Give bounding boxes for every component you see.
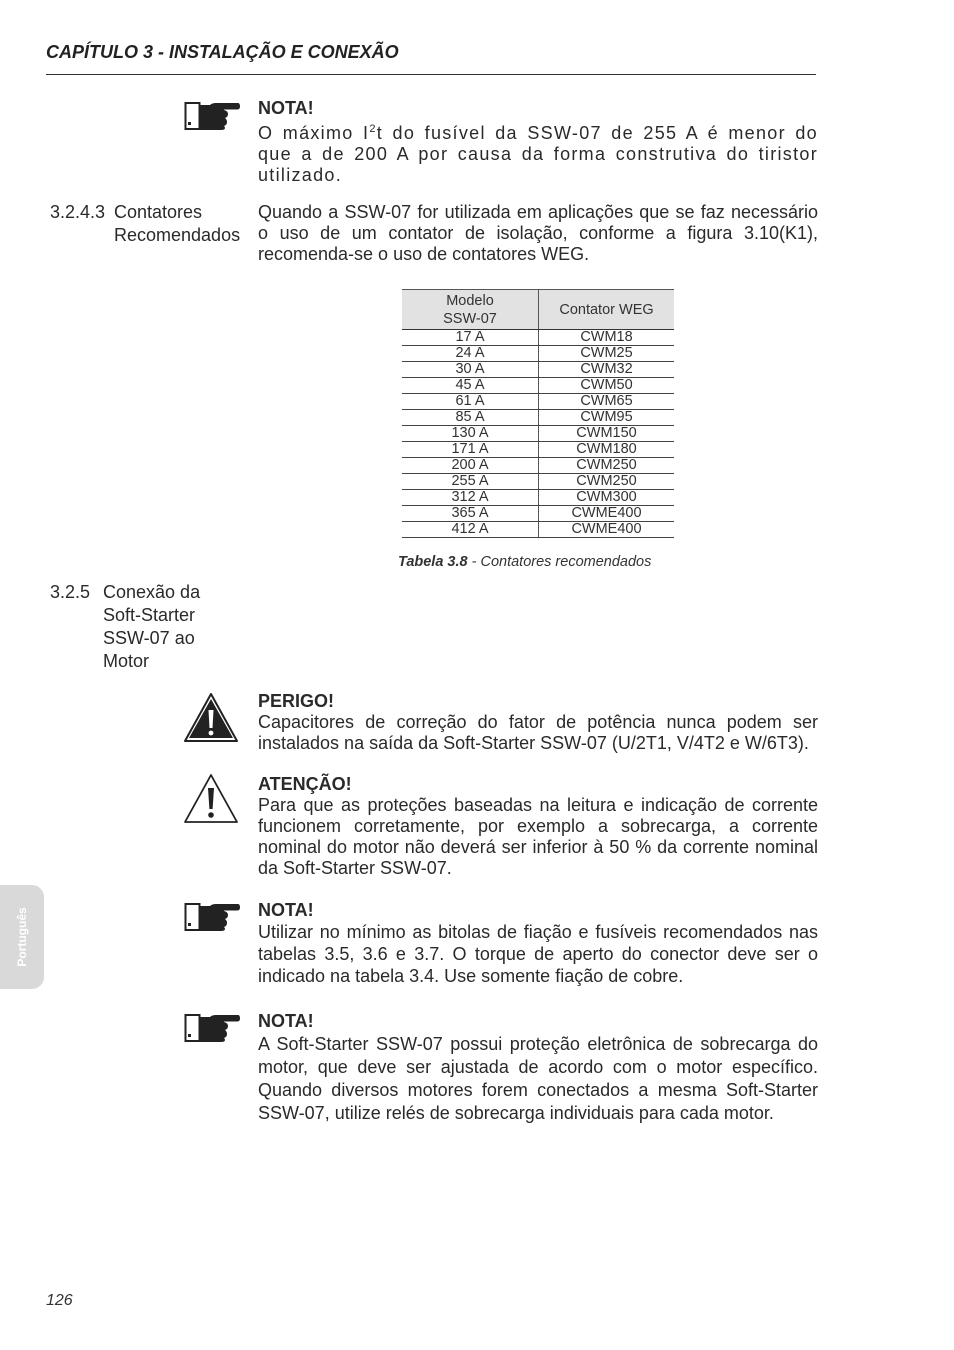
section-325-title-line-2: Soft-Starter — [103, 605, 196, 625]
language-side-tab — [0, 885, 44, 989]
note-2-text: Utilizar no mínimo as bitolas de fiação e fusíveis recomendados nas tabelas 3.5, 3.6 e 3.7. O torque de aperto do conector deve ser o indicado na tabela 3.4. Use somente fiação de cobre. — [258, 922, 818, 986]
chapter-title: CAPÍTULO 3 - INSTALAÇÃO E CONEXÃO — [46, 42, 399, 62]
table-cell-model: 30 A — [402, 362, 539, 378]
table-cell-contactor: CWM300 — [539, 490, 675, 506]
table-caption — [398, 554, 651, 570]
table-cell-model: 24 A — [402, 346, 539, 362]
attention-triangle-icon — [183, 773, 239, 825]
table-cell-contactor: CWM18 — [539, 330, 675, 346]
table-row — [402, 474, 674, 490]
note-3-title: NOTA! — [258, 1011, 314, 1031]
note-1 — [258, 98, 818, 186]
table-cell-contactor: CWM25 — [539, 346, 675, 362]
table-cell-contactor: CWM50 — [539, 378, 675, 394]
table-cell-model: 61 A — [402, 394, 539, 410]
note-1-text — [258, 119, 818, 186]
section-3243-title-line-1: Contatores — [114, 202, 203, 222]
note-1-text-start: O máximo I — [258, 123, 370, 143]
table-caption-text: - Contatores recomendados — [467, 554, 652, 570]
page-number: 126 — [46, 1292, 73, 1309]
table-row — [402, 362, 674, 378]
attention-title: ATENÇÃO! — [258, 774, 352, 794]
section-3243-title — [114, 201, 240, 247]
contactors-table — [402, 289, 674, 538]
table-cell-contactor: CWME400 — [539, 522, 675, 538]
table-header-row — [402, 290, 674, 330]
note-2-title: NOTA! — [258, 900, 314, 920]
pointing-hand-icon — [184, 1012, 240, 1044]
pointing-hand-icon — [184, 100, 240, 132]
table-cell-model: 130 A — [402, 426, 539, 442]
table-caption-label: Tabela 3.8 — [398, 554, 468, 570]
table-header-contactor: Contator WEG — [539, 290, 675, 330]
attention-text: Para que as proteções baseadas na leitura e indicação de corrente funcionem corretamente, por exemplo a sobrecarga, a corrente nominal do motor não deverá ser inferior à 50 % da corrente nominal da Soft-Starter SSW-07. — [258, 795, 818, 878]
danger-block — [258, 691, 818, 754]
table-cell-contactor: CWM95 — [539, 410, 675, 426]
table-row — [402, 410, 674, 426]
attention-block — [258, 774, 818, 879]
table-cell-contactor: CWM32 — [539, 362, 675, 378]
section-325-number: 3.2.5 — [50, 582, 91, 602]
table-row — [402, 426, 674, 442]
danger-triangle-icon — [183, 692, 239, 744]
danger-text: Capacitores de correção do fator de potência nunca podem ser instalados na saída da Soft-Starter SSW-07 (U/2T1, V/4T2 e W/6T3). — [258, 712, 818, 753]
section-325-title-line-4: Motor — [103, 651, 150, 671]
table-row — [402, 378, 674, 394]
note-3-text: A Soft-Starter SSW-07 possui proteção eletrônica de sobrecarga do motor, que deve ser ajustada de acordo com o motor específico. Quando diversos motores forem conectados a mesma Soft-Starter SSW-07, utilize relés de sobrecarga individuais para cada motor. — [258, 1034, 818, 1123]
table-cell-model: 171 A — [402, 442, 539, 458]
pointing-hand-icon — [184, 901, 240, 933]
table-cell-contactor: CWM250 — [539, 458, 675, 474]
note-1-title: NOTA! — [258, 98, 314, 118]
section-3243-number: 3.2.4.3 — [50, 202, 106, 222]
table-cell-model: 45 A — [402, 378, 539, 394]
table-cell-model: 85 A — [402, 410, 539, 426]
table-header-model — [402, 290, 539, 330]
table-row — [402, 522, 674, 538]
table-cell-contactor: CWM180 — [539, 442, 675, 458]
table-cell-model: 365 A — [402, 506, 539, 522]
language-label: Português — [15, 907, 29, 967]
table-cell-contactor: CWM65 — [539, 394, 675, 410]
note-1-text-end: t do fusível da SSW-07 de 255 A é menor do que a de 200 A por causa da forma construtiva do tiristor utilizado. — [258, 123, 818, 185]
table-row — [402, 490, 674, 506]
table-row — [402, 330, 674, 346]
header-divider — [46, 74, 816, 75]
table-cell-model: 312 A — [402, 490, 539, 506]
table-header-model-line-2: SSW-07 — [443, 310, 497, 327]
table-cell-model: 412 A — [402, 522, 539, 538]
table-row — [402, 394, 674, 410]
section-325-title-line-3: SSW-07 ao — [103, 628, 195, 648]
note-1-superscript: 2 — [369, 123, 377, 135]
table-row — [402, 442, 674, 458]
section-325-title — [103, 581, 200, 673]
danger-title: PERIGO! — [258, 691, 335, 711]
table-cell-contactor: CWM150 — [539, 426, 675, 442]
table-row — [402, 346, 674, 362]
table-cell-model: 17 A — [402, 330, 539, 346]
note-2 — [258, 899, 818, 987]
section-3243-title-line-2: Recomendados — [114, 225, 241, 245]
table-header-model-line-1: Modelo — [446, 292, 494, 309]
note-3 — [258, 1010, 818, 1125]
table-row — [402, 506, 674, 522]
table-cell-model: 255 A — [402, 474, 539, 490]
table-cell-model: 200 A — [402, 458, 539, 474]
table-cell-contactor: CWM250 — [539, 474, 675, 490]
table-cell-contactor: CWME400 — [539, 506, 675, 522]
section-3243-text: Quando a SSW-07 for utilizada em aplicações que se faz necessário o uso de um contator de isolação, conforme a figura 3.10(K1), recomenda-se o uso de contatores WEG. — [258, 202, 818, 264]
section-325-title-line-1: Conexão da — [103, 582, 201, 602]
table-row — [402, 458, 674, 474]
